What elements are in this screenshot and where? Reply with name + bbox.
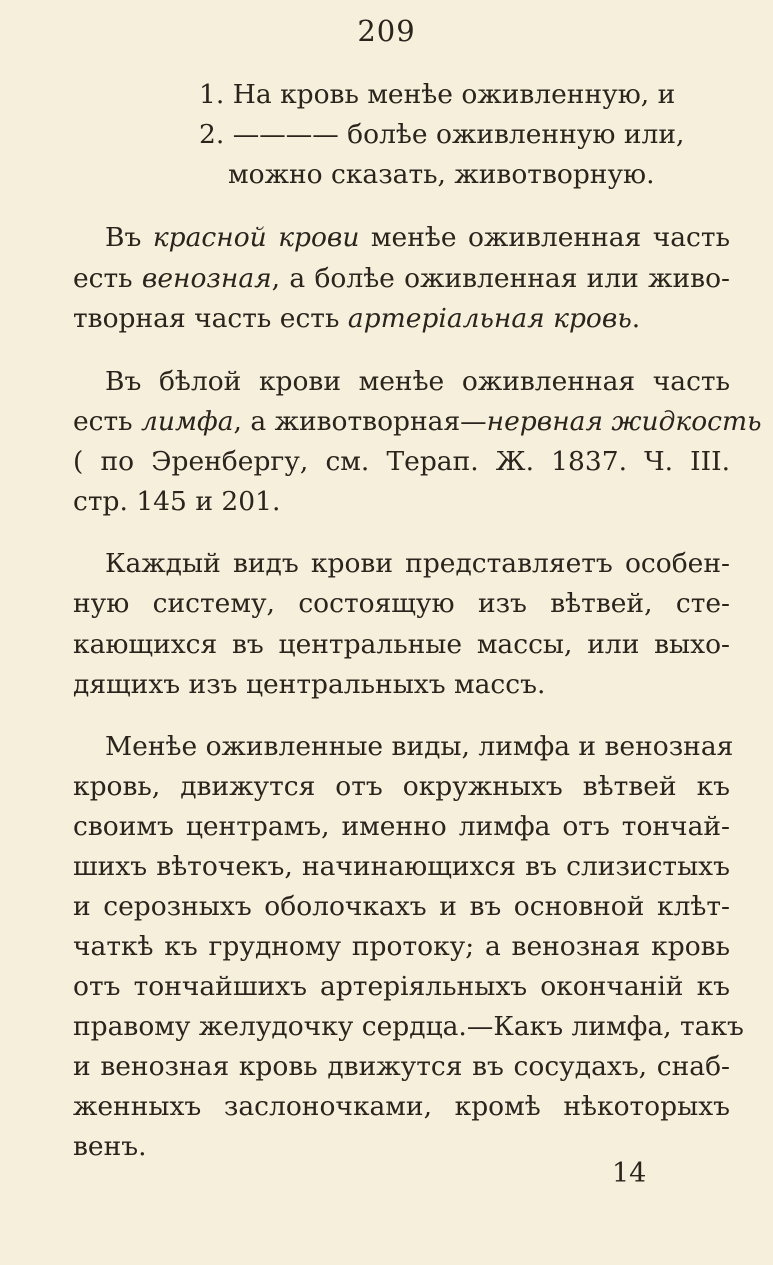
ditto-dash: ————: [232, 119, 339, 150]
list-number: 1.: [199, 79, 225, 110]
paragraph-line: есть лимфа, а животворная—нервная жидкость: [73, 406, 762, 437]
list-item-1: [199, 79, 676, 110]
paragraph-line: Каждый видъ крови представляетъ особен-: [105, 548, 730, 579]
paragraph-line: и серозныхъ оболочкахъ и въ основной клѣт-: [73, 891, 730, 922]
page-number: 209: [357, 14, 416, 48]
paragraph-line: чаткѣ къ грудному протоку; а венозная кровь: [73, 931, 730, 962]
list-text: болѣе оживленную или,: [347, 119, 685, 150]
italic-term: красной крови: [152, 222, 360, 253]
paragraph-line: правому желудочку сердца.—Какъ лимфа, такъ: [73, 1011, 744, 1042]
paragraph-line: творная часть есть артеріальная кровь.: [73, 303, 641, 334]
list-item-2: [199, 119, 685, 150]
list-number: 2.: [199, 119, 225, 150]
paragraph-line: ную систему, состоящую изъ вѣтвей, сте-: [73, 588, 730, 619]
paragraph-line: венъ.: [73, 1131, 147, 1162]
paragraph-line: женныхъ заслоночками, кромѣ нѣкоторыхъ: [73, 1091, 730, 1122]
paragraph-line: кровь, движутся отъ окружныхъ вѣтвей къ: [73, 771, 730, 802]
paragraph-line: Менѣе оживленные виды, лимфа и венозная: [105, 731, 734, 762]
paragraph-line: ( по Эренбергу, см. Терап. Ж. 1837. Ч. III.: [73, 446, 730, 477]
paragraph-line: своимъ центрамъ, именно лимфа отъ тончай-: [73, 811, 730, 842]
italic-term: лимфа: [141, 406, 234, 437]
paragraph-line: стр. 145 и 201.: [73, 486, 281, 517]
italic-term: венозная: [141, 263, 272, 294]
paragraph-line: отъ тончайшихъ артеріяльныхъ окончаній къ: [73, 971, 730, 1002]
paragraph-line: шихъ вѣточекъ, начинающихся въ слизистыхъ: [73, 851, 730, 882]
list-continuation: можно сказать, животворную.: [228, 159, 655, 190]
paragraph-line: дящихъ изъ центральныхъ массъ.: [73, 669, 546, 700]
list-text: На кровь менѣе оживленную, и: [232, 79, 676, 110]
signature-mark: 14: [612, 1158, 647, 1189]
italic-term: артеріальная кровь: [347, 303, 632, 334]
paragraph-line: Въ красной крови менѣе оживленная часть: [105, 222, 730, 253]
paragraph-line: есть венозная, а болѣе оживленная или живо-: [73, 263, 730, 294]
paragraph-line: и венозная кровь движутся въ сосудахъ, снаб-: [73, 1051, 730, 1082]
italic-term: нервная жидкость: [486, 406, 762, 437]
paragraph-line: кающихся въ центральные массы, или выхо-: [73, 629, 730, 660]
paragraph-line: Въ бѣлой крови менѣе оживленная часть: [105, 366, 730, 397]
